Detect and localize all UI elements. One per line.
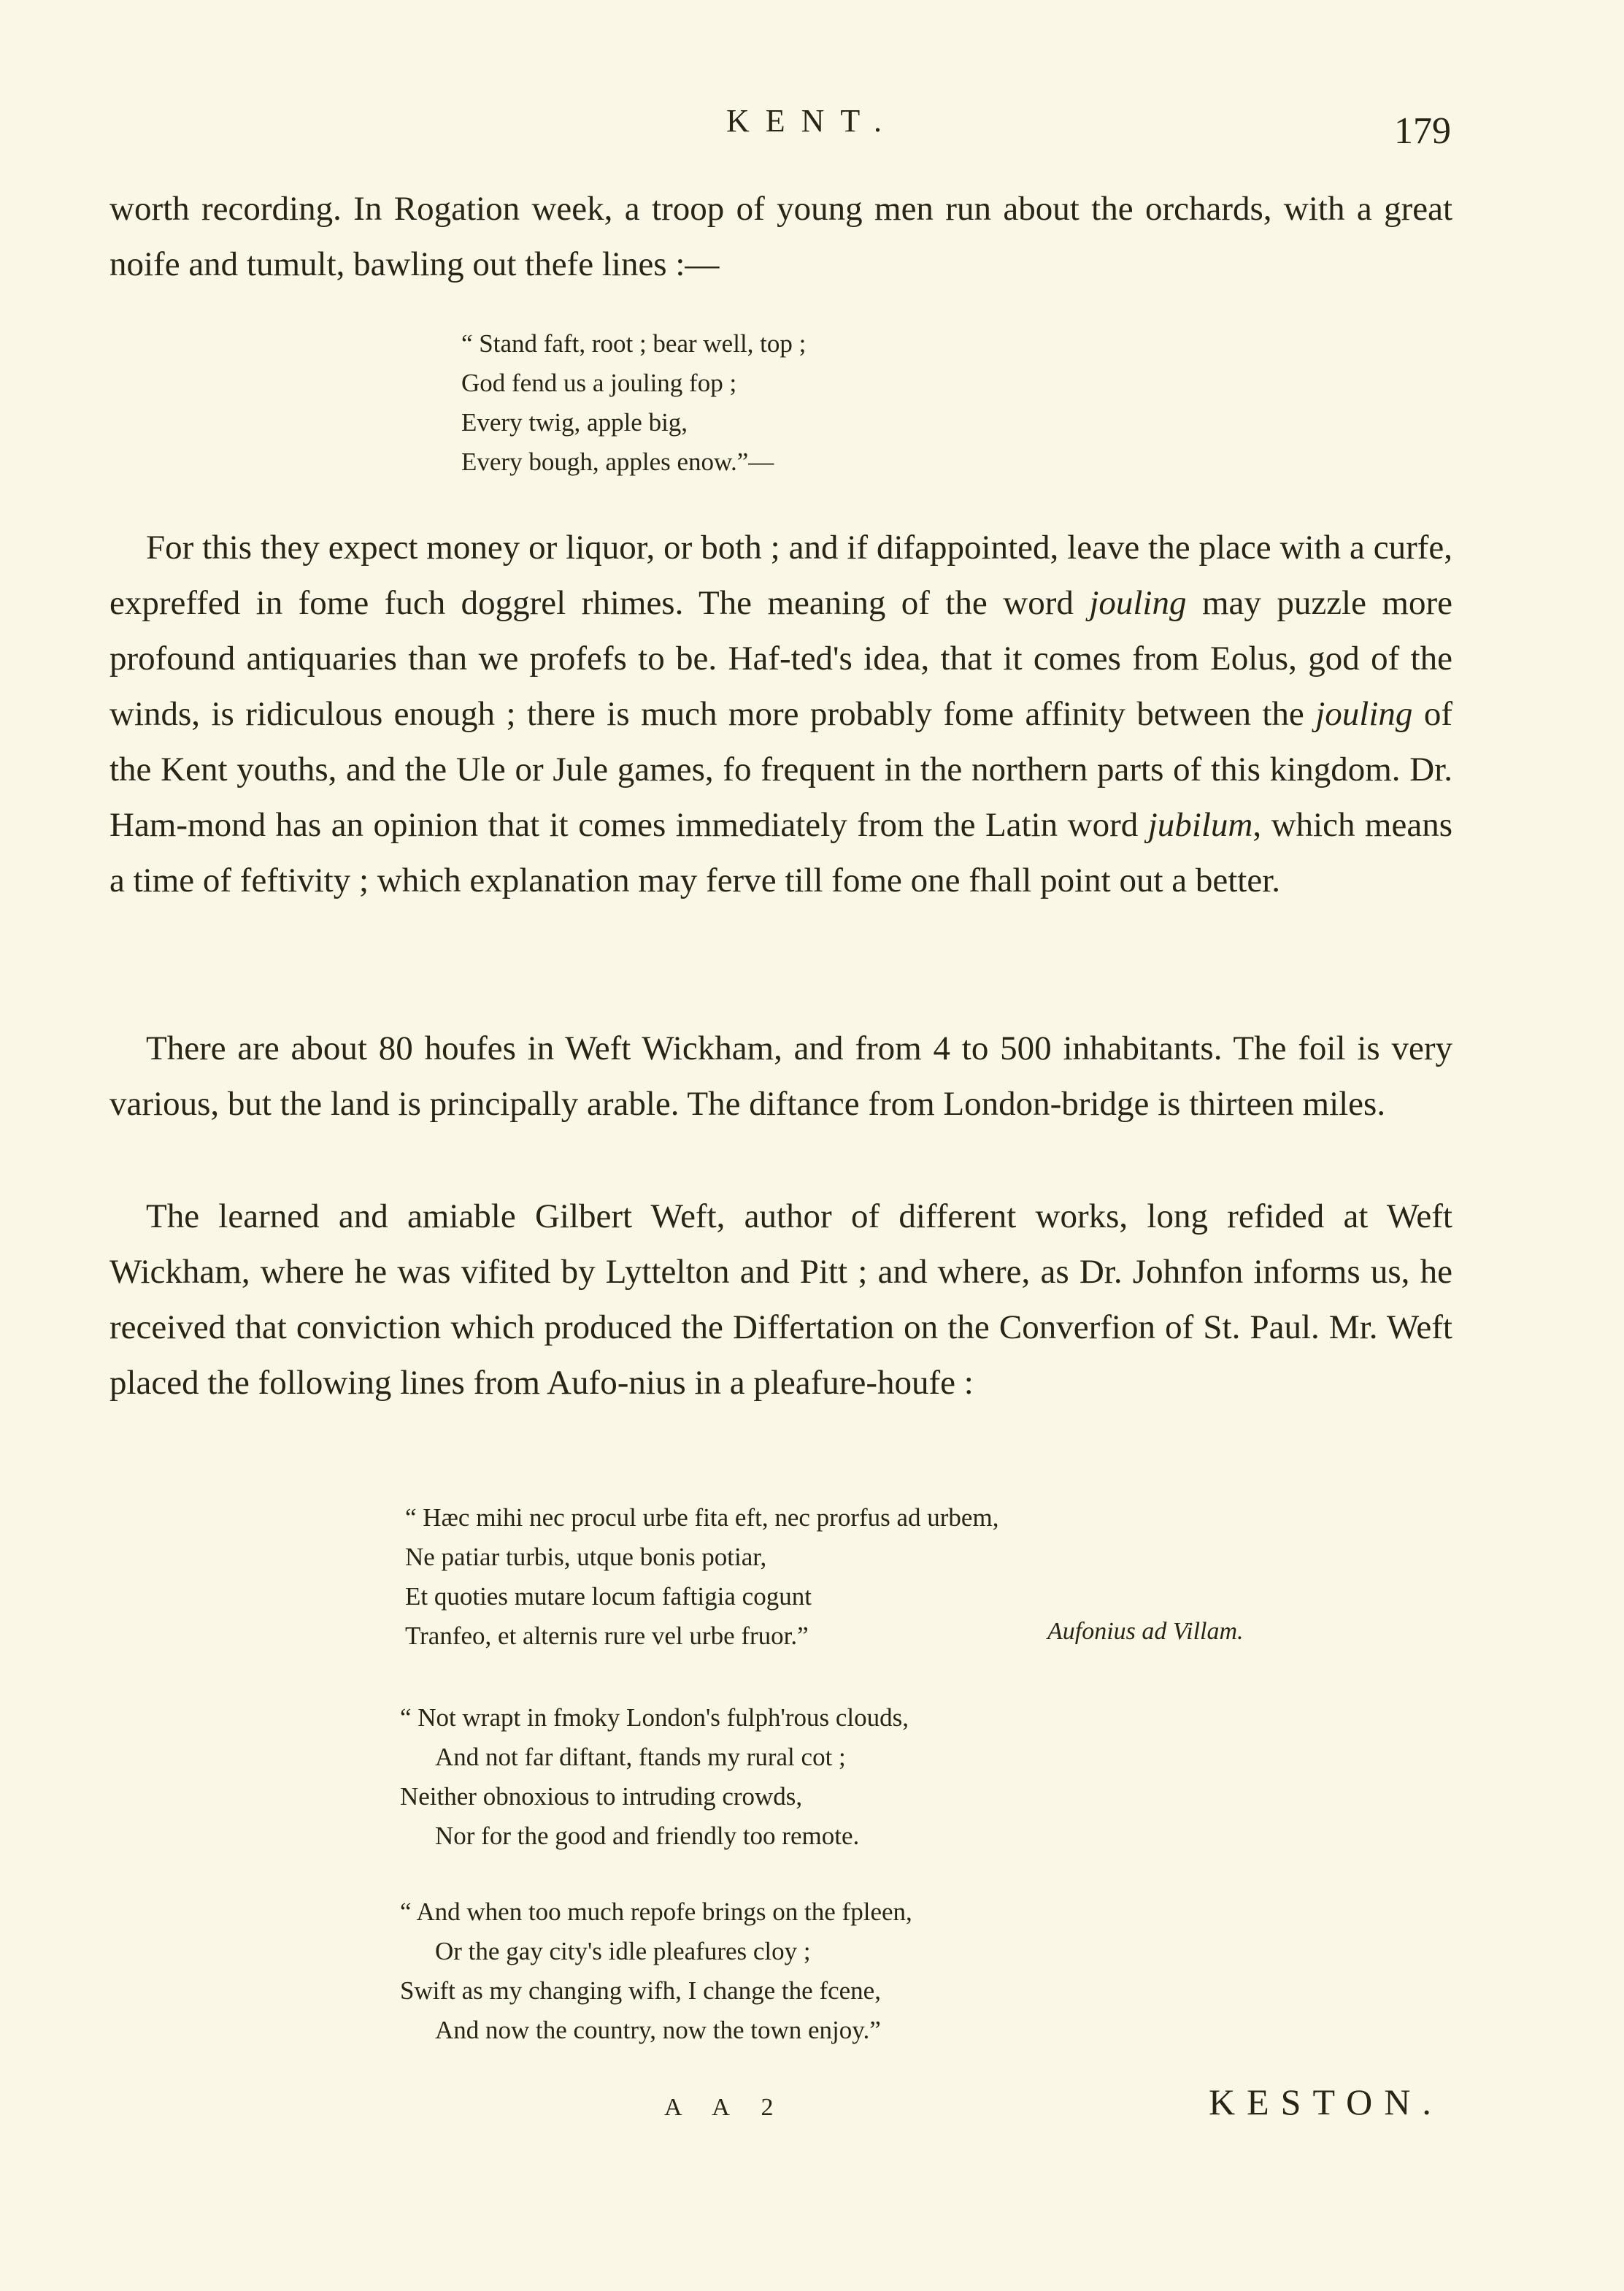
signature-mark: A A 2: [664, 2094, 787, 2121]
verse-line: Or the gay city's idle pleafures cloy ;: [435, 1937, 811, 1965]
verse-line: “ Stand faft, root ; bear well, top ;: [461, 329, 807, 358]
verse-latin-ausonius: [405, 1498, 998, 1656]
running-title: KENT.: [726, 103, 898, 139]
verse-line: “ Hæc mihi nec procul urbe fita eft, nec prorfus ad urbem,: [405, 1503, 999, 1532]
verse-line: And now the country, now the town enjoy.”: [435, 2016, 881, 2044]
verse-english-stanza-1: [400, 1698, 909, 1856]
verse-line: God fend us a jouling fop ;: [461, 369, 737, 397]
page-number: 179: [1394, 110, 1451, 152]
verse-line: Swift as my changing wifh, I change the fcene,: [400, 1976, 881, 2005]
catchword: KESTON.: [1209, 2081, 1443, 2122]
latin-citation: Aufonius ad Villam.: [1047, 1618, 1244, 1645]
verse-line: Ne patiar turbis, utque bonis potiar,: [405, 1543, 767, 1571]
paragraph-west-wickham: There are about 80 houfes in Weft Wickham, and from 4 to 500 inhabitants. The foil is very various, but the land is principally arable. The diftance from London-bridge is thirteen miles.: [109, 1029, 1452, 1123]
verse-line: “ And when too much repofe brings on the fpleen,: [400, 1897, 912, 1926]
verse-line: Every bough, apples enow.”—: [461, 448, 774, 476]
verse-line: Neither obnoxious to intruding crowds,: [400, 1782, 803, 1811]
verse-line: “ Not wrapt in fmoky London's fulph'rous clouds,: [400, 1703, 909, 1732]
verse-line: Every twig, apple big,: [461, 408, 688, 437]
verse-english-stanza-2: [400, 1892, 912, 2050]
paragraph-gilbert-west: The learned and amiable Gilbert Weft, author of different works, long refided at Weft Wickham, where he was vifited by Lyttelton and Pitt ; and where, as Dr. Johnfon informs us, he received that conviction which produced the Differtation on the Converfion of St. Paul. Mr. Weft placed the following lines from Aufo-nius in a pleafure-houfe :: [109, 1197, 1452, 1402]
verse-jouling-rhyme: [461, 324, 806, 482]
paragraph-rogation: worth recording. In Rogation week, a troop of young men run about the orchards, with a great noife and tumult, bawling out thefe lines :—: [109, 190, 1452, 283]
verse-line: And not far diftant, ftands my rural cot ;: [435, 1743, 846, 1771]
paragraph-jouling-meaning: For this they expect money or liquor, or both ; and if difappointed, leave the place with a curfe, expreffed in fome fuch doggrel rhimes. The meaning of the word jouling may puzzle more profound antiquaries than we profefs to be. Haf-ted's idea, that it comes from Eolus, god of the winds, is ridiculous enough ; there is much more probably fome affinity between the jouling of the Kent youths, and the Ule or Jule games, fo frequent in the northern parts of this kingdom. Dr. Ham-mond has an opinion that it comes immediately from the Latin word jubilum, which means a time of feftivity ; which explanation may ferve till fome one fhall point out a better.: [109, 529, 1453, 899]
verse-line: Et quoties mutare locum faftigia cogunt: [405, 1582, 812, 1611]
verse-line: Nor for the good and friendly too remote.: [435, 1822, 860, 1850]
verse-line: Tranfeo, et alternis rure vel urbe fruor.”: [405, 1622, 809, 1650]
